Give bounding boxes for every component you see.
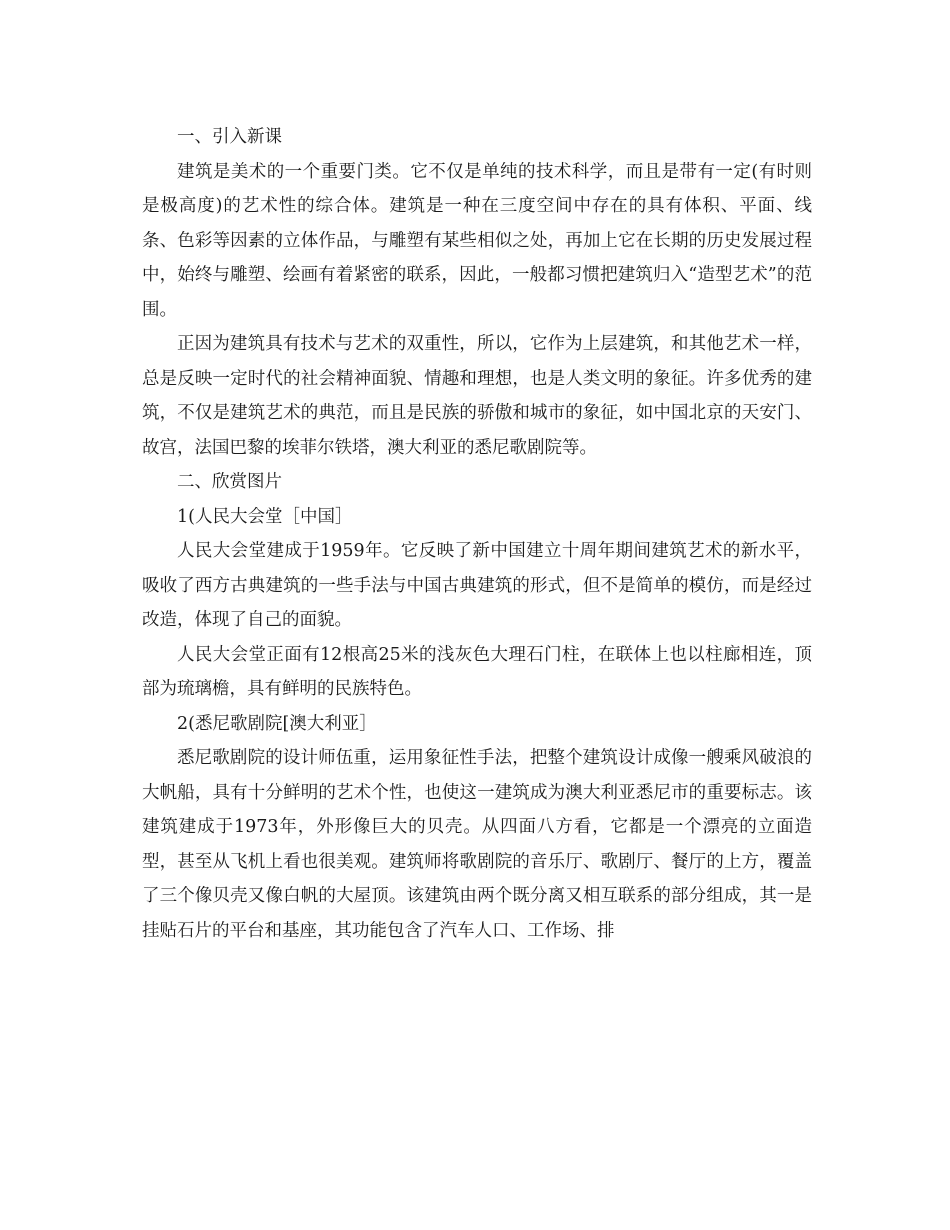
paragraph-architecture-definition: 建筑是美术的一个重要门类。它不仅是单纯的技术科学，而且是带有一定(有时则是极高度)的艺术性的综合体。建筑是一种在三度空间中存在的具有体积、平面、线条、色彩等因素的立体作品，与雕塑有某些相似之处，再加上它在长期的历史发展过程中，始终与雕塑、绘画有着紧密的联系，因此，一般都习惯把建筑归入“造型艺术”的范围。	[142, 161, 812, 320]
paragraph-great-hall-columns: 人民大会堂正面有12根高25米的浅灰色大理石门柱，在联体上也以柱廊相连，顶部为琉璃檐，具有鲜明的民族特色。	[142, 644, 812, 699]
paragraph-sydney-opera-house: 悉尼歌剧院的设计师伍重，运用象征性手法，把整个建筑设计成像一艘乘风破浪的大帆船，具有十分鲜明的艺术个性，也使这一建筑成为澳大利亚悉尼市的重要标志。该建筑建成于1973年，外形像巨大的贝壳。从四面八方看，它都是一个漂亮的立面造型，甚至从飞机上看也很美观。建筑师将歌剧院的音乐厅、歌剧厅、餐厅的上方，覆盖了三个像贝壳又像白帆的大屋顶。该建筑由两个既分离又相互联系的部分组成，其一是挂贴石片的平台和基座，其功能包含了汽车人口、工作场、排	[142, 748, 812, 941]
subheading-sydney-opera-house: 2(悉尼歌剧院[澳大利亚］	[177, 713, 377, 734]
section-heading-intro: 一、引入新课	[177, 127, 282, 147]
section-heading-appreciation: 二、欣赏图片	[177, 472, 282, 492]
document-body	[142, 120, 812, 948]
paragraph-great-hall-history: 人民大会堂建成于1959年。它反映了新中国建立十周年期间建筑艺术的新水平，吸收了西方古典建筑的一些手法与中国古典建筑的形式，但不是简单的模仿，而是经过改造，体现了自己的面貌。	[142, 541, 812, 630]
paragraph-architecture-duality: 正因为建筑具有技术与艺术的双重性，所以，它作为上层建筑，和其他艺术一样，总是反映一定时代的社会精神面貌、情趣和理想，也是人类文明的象征。许多优秀的建筑，不仅是建筑艺术的典范，而且是民族的骄傲和城市的象征，如中国北京的天安门、故宫，法国巴黎的埃菲尔铁塔，澳大利亚的悉尼歌剧院等。	[142, 334, 812, 458]
subheading-great-hall: 1(人民大会堂［中国］	[177, 506, 353, 527]
